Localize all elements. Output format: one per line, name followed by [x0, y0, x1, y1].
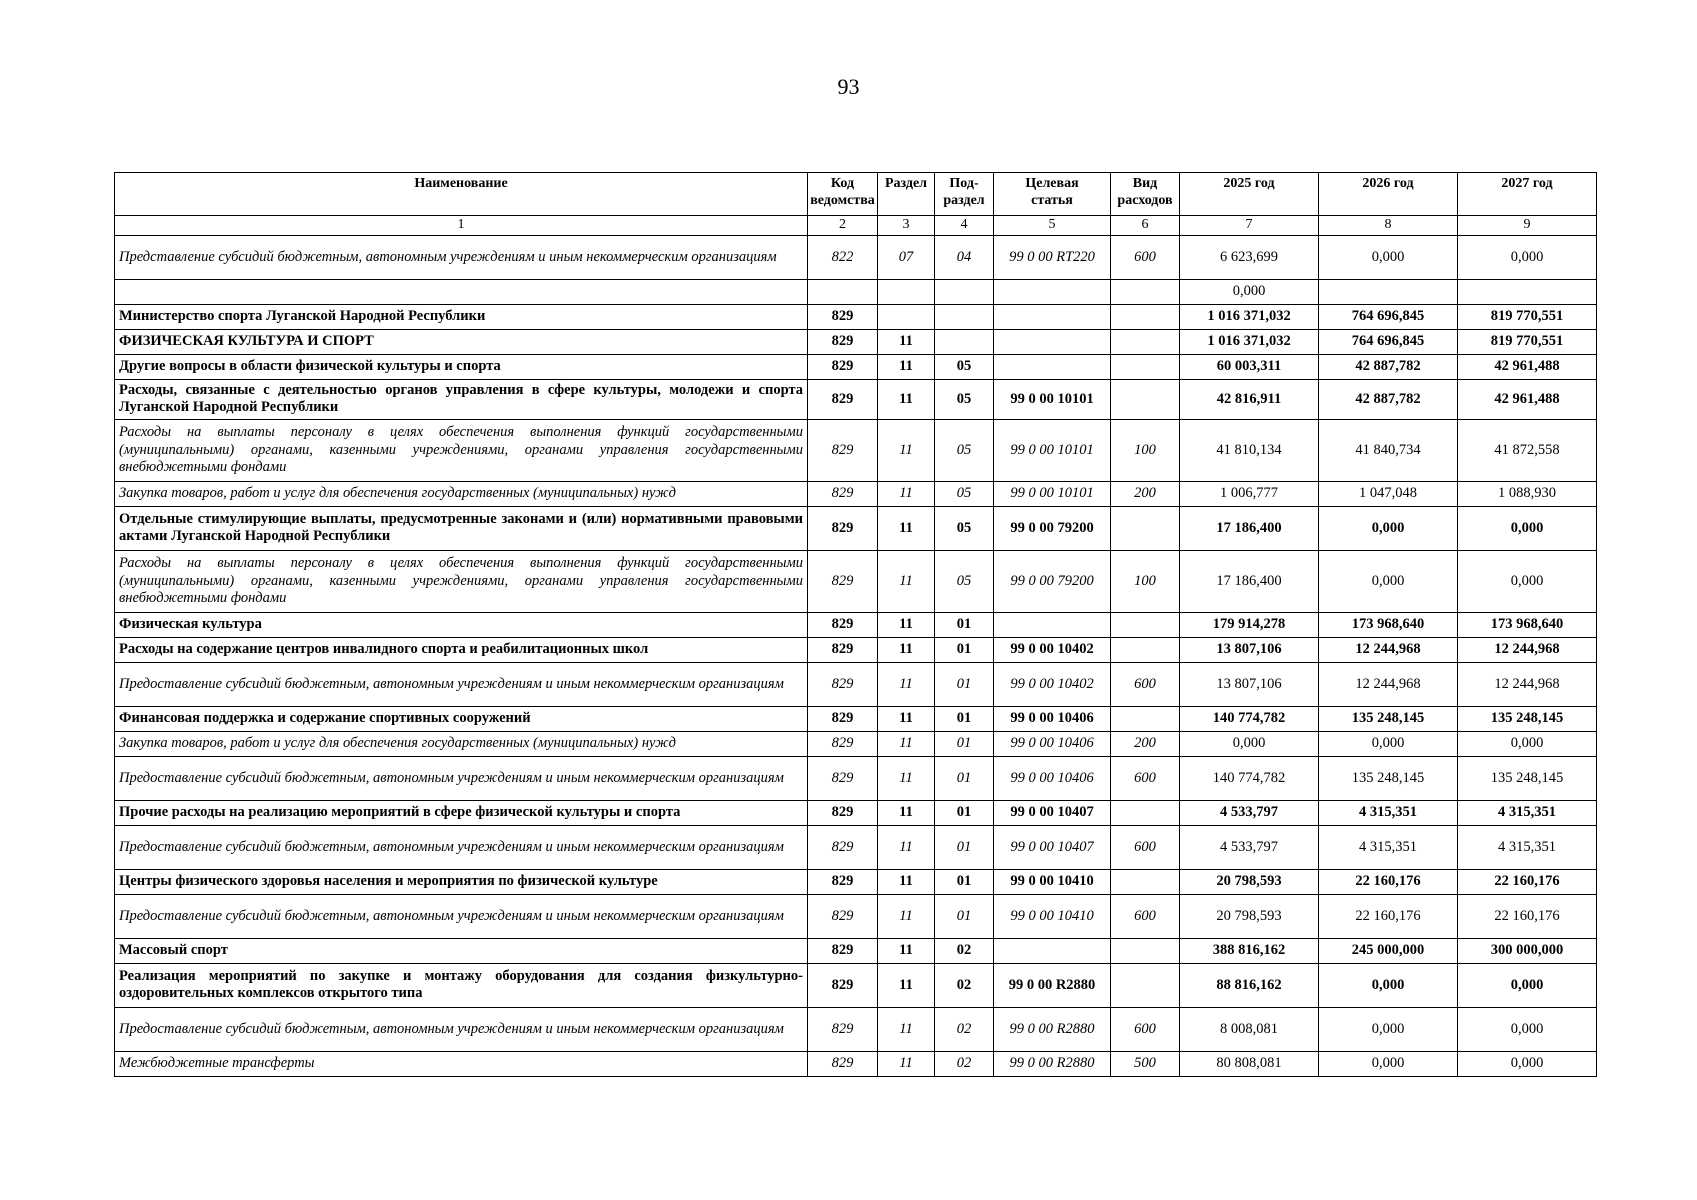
amount-2025: 17 186,400 — [1180, 506, 1319, 550]
row-name: ФИЗИЧЕСКАЯ КУЛЬТУРА И СПОРТ — [115, 329, 808, 354]
amount-2027: 819 770,551 — [1458, 304, 1597, 329]
target-article: 99 0 00 R2880 — [994, 963, 1111, 1007]
section-code: 11 — [878, 481, 935, 506]
amount-2025: 13 807,106 — [1180, 637, 1319, 662]
amount-2026: 0,000 — [1319, 506, 1458, 550]
row-name: Предоставление субсидий бюджетным, автономным учреждениям и иным некоммерческим организациям — [115, 662, 808, 706]
row-name: Массовый спорт — [115, 938, 808, 963]
section-code: 07 — [878, 235, 935, 279]
row-name: Отдельные стимулирующие выплаты, предусмотренные законами и (или) нормативными правовыми актами Луганской Народной Республики — [115, 506, 808, 550]
amount-2027: 4 315,351 — [1458, 800, 1597, 825]
subsection-code: 02 — [935, 963, 994, 1007]
table-row — [115, 419, 1597, 481]
amount-2026: 135 248,145 — [1319, 756, 1458, 800]
table-row — [115, 825, 1597, 869]
section-code: 11 — [878, 419, 935, 481]
amount-2027: 819 770,551 — [1458, 329, 1597, 354]
row-name: Расходы на содержание центров инвалидного спорта и реабилитационных школ — [115, 637, 808, 662]
amount-2026: 4 315,351 — [1319, 800, 1458, 825]
ministry-code: 829 — [808, 662, 878, 706]
expense-type: 600 — [1111, 756, 1180, 800]
section-code: 11 — [878, 706, 935, 731]
row-name: Министерство спорта Луганской Народной Республики — [115, 304, 808, 329]
amount-2025: 88 816,162 — [1180, 963, 1319, 1007]
table-row — [115, 637, 1597, 662]
amount-2026: 42 887,782 — [1319, 379, 1458, 419]
subsection-code: 01 — [935, 731, 994, 756]
table-row — [115, 304, 1597, 329]
amount-2026: 4 315,351 — [1319, 825, 1458, 869]
row-name: Расходы на выплаты персоналу в целях обеспечения выполнения функций государственными (муниципальными) органами, казенными учреждениями, органами управления государственными внебюджетными фондами — [115, 550, 808, 612]
target-article — [994, 329, 1111, 354]
subsection-code — [935, 279, 994, 304]
amount-2027: 0,000 — [1458, 963, 1597, 1007]
ministry-code: 829 — [808, 869, 878, 894]
expense-type — [1111, 938, 1180, 963]
target-article: 99 0 00 10101 — [994, 419, 1111, 481]
row-name: Физическая культура — [115, 612, 808, 637]
expense-type: 600 — [1111, 1007, 1180, 1051]
expense-type — [1111, 869, 1180, 894]
section-code: 11 — [878, 894, 935, 938]
amount-2026: 0,000 — [1319, 1051, 1458, 1076]
table-row — [115, 1051, 1597, 1076]
ministry-code — [808, 279, 878, 304]
table-row — [115, 662, 1597, 706]
row-name: Предоставление субсидий бюджетным, автономным учреждениям и иным некоммерческим организациям — [115, 894, 808, 938]
ministry-code: 829 — [808, 800, 878, 825]
section-code: 11 — [878, 379, 935, 419]
amount-2025: 60 003,311 — [1180, 354, 1319, 379]
target-article: 99 0 00 RT220 — [994, 235, 1111, 279]
expense-type: 100 — [1111, 550, 1180, 612]
amount-2027: 0,000 — [1458, 506, 1597, 550]
amount-2025: 13 807,106 — [1180, 662, 1319, 706]
target-article: 99 0 00 R2880 — [994, 1051, 1111, 1076]
subsection-code: 01 — [935, 800, 994, 825]
amount-2027: 1 088,930 — [1458, 481, 1597, 506]
amount-2025: 6 623,699 — [1180, 235, 1319, 279]
amount-2027: 135 248,145 — [1458, 706, 1597, 731]
expense-type: 100 — [1111, 419, 1180, 481]
row-name: Прочие расходы на реализацию мероприятий в сфере физической культуры и спорта — [115, 800, 808, 825]
expense-type: 600 — [1111, 662, 1180, 706]
target-article: 99 0 00 10402 — [994, 637, 1111, 662]
amount-2026: 0,000 — [1319, 550, 1458, 612]
ministry-code: 829 — [808, 894, 878, 938]
expense-type: 200 — [1111, 481, 1180, 506]
amount-2027: 12 244,968 — [1458, 637, 1597, 662]
amount-2025: 4 533,797 — [1180, 825, 1319, 869]
section-code — [878, 304, 935, 329]
section-code: 11 — [878, 506, 935, 550]
ministry-code: 829 — [808, 304, 878, 329]
amount-2025: 388 816,162 — [1180, 938, 1319, 963]
amount-2027: 22 160,176 — [1458, 894, 1597, 938]
ministry-code: 829 — [808, 756, 878, 800]
amount-2025: 41 810,134 — [1180, 419, 1319, 481]
row-name — [115, 279, 808, 304]
target-article: 99 0 00 10407 — [994, 800, 1111, 825]
header-target-article: Целевая статья — [994, 173, 1111, 216]
header-ministry-code: Код ведомства — [808, 173, 878, 216]
subsection-code: 01 — [935, 662, 994, 706]
ministry-code: 829 — [808, 1007, 878, 1051]
amount-2027: 0,000 — [1458, 235, 1597, 279]
ministry-code: 829 — [808, 354, 878, 379]
expense-type — [1111, 637, 1180, 662]
expense-type — [1111, 379, 1180, 419]
table-row — [115, 506, 1597, 550]
subsection-code: 01 — [935, 869, 994, 894]
expense-type — [1111, 612, 1180, 637]
column-number: 1 — [115, 216, 808, 236]
subsection-code — [935, 329, 994, 354]
amount-2026: 22 160,176 — [1319, 894, 1458, 938]
amount-2027: 173 968,640 — [1458, 612, 1597, 637]
target-article: 99 0 00 10406 — [994, 731, 1111, 756]
header-subsection: Под- раздел — [935, 173, 994, 216]
amount-2027: 0,000 — [1458, 550, 1597, 612]
subsection-code: 05 — [935, 506, 994, 550]
table-row — [115, 1007, 1597, 1051]
target-article — [994, 279, 1111, 304]
section-code: 11 — [878, 756, 935, 800]
section-code: 11 — [878, 1007, 935, 1051]
column-number: 9 — [1458, 216, 1597, 236]
section-code: 11 — [878, 825, 935, 869]
subsection-code: 02 — [935, 1051, 994, 1076]
amount-2026: 12 244,968 — [1319, 662, 1458, 706]
column-number-row — [115, 216, 1597, 236]
amount-2027: 0,000 — [1458, 1051, 1597, 1076]
ministry-code: 829 — [808, 825, 878, 869]
subsection-code: 05 — [935, 354, 994, 379]
amount-2026: 0,000 — [1319, 963, 1458, 1007]
amount-2025: 140 774,782 — [1180, 706, 1319, 731]
amount-2025: 80 808,081 — [1180, 1051, 1319, 1076]
amount-2026: 1 047,048 — [1319, 481, 1458, 506]
amount-2025: 0,000 — [1180, 279, 1319, 304]
amount-2025: 0,000 — [1180, 731, 1319, 756]
row-name: Расходы на выплаты персоналу в целях обеспечения выполнения функций государственными (муниципальными) органами, казенными учреждениями, органами управления государственными внебюджетными фондами — [115, 419, 808, 481]
section-code: 11 — [878, 612, 935, 637]
subsection-code: 02 — [935, 938, 994, 963]
ministry-code: 829 — [808, 963, 878, 1007]
subsection-code: 01 — [935, 756, 994, 800]
header-name: Наименование — [115, 173, 808, 216]
expense-type — [1111, 304, 1180, 329]
target-article: 99 0 00 79200 — [994, 506, 1111, 550]
subsection-code: 05 — [935, 379, 994, 419]
amount-2027: 22 160,176 — [1458, 869, 1597, 894]
ministry-code: 829 — [808, 550, 878, 612]
amount-2027: 0,000 — [1458, 1007, 1597, 1051]
table-row — [115, 800, 1597, 825]
section-code: 11 — [878, 1051, 935, 1076]
table-row — [115, 550, 1597, 612]
table-row — [115, 706, 1597, 731]
budget-table — [114, 172, 1597, 1077]
row-name: Другие вопросы в области физической культуры и спорта — [115, 354, 808, 379]
subsection-code: 05 — [935, 550, 994, 612]
section-code: 11 — [878, 329, 935, 354]
amount-2025: 179 914,278 — [1180, 612, 1319, 637]
amount-2026: 0,000 — [1319, 1007, 1458, 1051]
target-article: 99 0 00 10101 — [994, 379, 1111, 419]
table-row — [115, 235, 1597, 279]
amount-2026: 135 248,145 — [1319, 706, 1458, 731]
subsection-code: 01 — [935, 637, 994, 662]
row-name: Представление субсидий бюджетным, автономным учреждениям и иным некоммерческим организациям — [115, 235, 808, 279]
ministry-code: 829 — [808, 1051, 878, 1076]
subsection-code: 01 — [935, 706, 994, 731]
ministry-code: 829 — [808, 481, 878, 506]
ministry-code: 829 — [808, 637, 878, 662]
target-article: 99 0 00 10406 — [994, 756, 1111, 800]
row-name: Закупка товаров, работ и услуг для обеспечения государственных (муниципальных) нужд — [115, 481, 808, 506]
table-row — [115, 354, 1597, 379]
section-code: 11 — [878, 800, 935, 825]
table-row — [115, 279, 1597, 304]
row-name: Закупка товаров, работ и услуг для обеспечения государственных (муниципальных) нужд — [115, 731, 808, 756]
section-code: 11 — [878, 938, 935, 963]
subsection-code: 01 — [935, 894, 994, 938]
ministry-code: 829 — [808, 938, 878, 963]
section-code: 11 — [878, 731, 935, 756]
ministry-code: 822 — [808, 235, 878, 279]
amount-2025: 8 008,081 — [1180, 1007, 1319, 1051]
expense-type: 500 — [1111, 1051, 1180, 1076]
target-article: 99 0 00 10406 — [994, 706, 1111, 731]
section-code: 11 — [878, 869, 935, 894]
expense-type — [1111, 963, 1180, 1007]
page-number: 93 — [837, 74, 860, 99]
expense-type — [1111, 800, 1180, 825]
header-year-2026: 2026 год — [1319, 173, 1458, 216]
row-name: Центры физического здоровья населения и мероприятия по физической культуре — [115, 869, 808, 894]
table-row — [115, 963, 1597, 1007]
row-name: Расходы, связанные с деятельностью органов управления в сфере культуры, молодежи и спорта Луганской Народной Республики — [115, 379, 808, 419]
amount-2026: 173 968,640 — [1319, 612, 1458, 637]
amount-2025: 1 016 371,032 — [1180, 304, 1319, 329]
amount-2027: 0,000 — [1458, 731, 1597, 756]
amount-2025: 20 798,593 — [1180, 894, 1319, 938]
target-article: 99 0 00 10410 — [994, 894, 1111, 938]
expense-type: 600 — [1111, 825, 1180, 869]
subsection-code: 05 — [935, 419, 994, 481]
target-article — [994, 354, 1111, 379]
amount-2026: 764 696,845 — [1319, 304, 1458, 329]
ministry-code: 829 — [808, 329, 878, 354]
target-article: 99 0 00 10410 — [994, 869, 1111, 894]
subsection-code: 05 — [935, 481, 994, 506]
header-expense-type: Вид расходов — [1111, 173, 1180, 216]
ministry-code: 829 — [808, 379, 878, 419]
subsection-code: 01 — [935, 825, 994, 869]
row-name: Межбюджетные трансферты — [115, 1051, 808, 1076]
amount-2026: 22 160,176 — [1319, 869, 1458, 894]
ministry-code: 829 — [808, 506, 878, 550]
amount-2026: 245 000,000 — [1319, 938, 1458, 963]
expense-type: 600 — [1111, 894, 1180, 938]
expense-type: 200 — [1111, 731, 1180, 756]
column-number: 8 — [1319, 216, 1458, 236]
table-body — [115, 235, 1597, 1076]
row-name: Реализация мероприятий по закупке и монтажу оборудования для создания физкультурно-оздоровительных комплексов открытого типа — [115, 963, 808, 1007]
table-row — [115, 756, 1597, 800]
amount-2027: 41 872,558 — [1458, 419, 1597, 481]
row-name: Финансовая поддержка и содержание спортивных сооружений — [115, 706, 808, 731]
row-name: Предоставление субсидий бюджетным, автономным учреждениям и иным некоммерческим организациям — [115, 1007, 808, 1051]
column-number: 5 — [994, 216, 1111, 236]
expense-type — [1111, 279, 1180, 304]
amount-2026: 42 887,782 — [1319, 354, 1458, 379]
table-row — [115, 869, 1597, 894]
section-code — [878, 279, 935, 304]
amount-2026: 12 244,968 — [1319, 637, 1458, 662]
amount-2027: 42 961,488 — [1458, 354, 1597, 379]
amount-2025: 17 186,400 — [1180, 550, 1319, 612]
amount-2027: 12 244,968 — [1458, 662, 1597, 706]
column-number: 6 — [1111, 216, 1180, 236]
amount-2026: 764 696,845 — [1319, 329, 1458, 354]
target-article — [994, 938, 1111, 963]
expense-type — [1111, 506, 1180, 550]
subsection-code: 02 — [935, 1007, 994, 1051]
header-section: Раздел — [878, 173, 935, 216]
amount-2026: 0,000 — [1319, 731, 1458, 756]
amount-2025: 140 774,782 — [1180, 756, 1319, 800]
amount-2025: 4 533,797 — [1180, 800, 1319, 825]
amount-2026: 0,000 — [1319, 235, 1458, 279]
row-name: Предоставление субсидий бюджетным, автономным учреждениям и иным некоммерческим организациям — [115, 756, 808, 800]
table-row — [115, 731, 1597, 756]
subsection-code — [935, 304, 994, 329]
subsection-code: 04 — [935, 235, 994, 279]
expense-type — [1111, 329, 1180, 354]
table-row — [115, 894, 1597, 938]
header-year-2027: 2027 год — [1458, 173, 1597, 216]
ministry-code: 829 — [808, 612, 878, 637]
column-number: 2 — [808, 216, 878, 236]
ministry-code: 829 — [808, 706, 878, 731]
amount-2025: 20 798,593 — [1180, 869, 1319, 894]
section-code: 11 — [878, 354, 935, 379]
target-article: 99 0 00 79200 — [994, 550, 1111, 612]
amount-2027: 135 248,145 — [1458, 756, 1597, 800]
expense-type — [1111, 706, 1180, 731]
expense-type — [1111, 354, 1180, 379]
table-row — [115, 379, 1597, 419]
table-row — [115, 329, 1597, 354]
amount-2027 — [1458, 279, 1597, 304]
column-number: 4 — [935, 216, 994, 236]
column-number: 7 — [1180, 216, 1319, 236]
amount-2025: 42 816,911 — [1180, 379, 1319, 419]
table-row — [115, 612, 1597, 637]
amount-2027: 4 315,351 — [1458, 825, 1597, 869]
target-article: 99 0 00 10101 — [994, 481, 1111, 506]
section-code: 11 — [878, 637, 935, 662]
column-number: 3 — [878, 216, 935, 236]
expense-type: 600 — [1111, 235, 1180, 279]
amount-2027: 42 961,488 — [1458, 379, 1597, 419]
amount-2026 — [1319, 279, 1458, 304]
target-article: 99 0 00 10407 — [994, 825, 1111, 869]
amount-2026: 41 840,734 — [1319, 419, 1458, 481]
ministry-code: 829 — [808, 419, 878, 481]
target-article: 99 0 00 R2880 — [994, 1007, 1111, 1051]
table-row — [115, 938, 1597, 963]
amount-2025: 1 006,777 — [1180, 481, 1319, 506]
subsection-code: 01 — [935, 612, 994, 637]
row-name: Предоставление субсидий бюджетным, автономным учреждениям и иным некоммерческим организациям — [115, 825, 808, 869]
section-code: 11 — [878, 963, 935, 1007]
target-article — [994, 304, 1111, 329]
header-year-2025: 2025 год — [1180, 173, 1319, 216]
table-header — [115, 173, 1597, 236]
amount-2027: 300 000,000 — [1458, 938, 1597, 963]
section-code: 11 — [878, 662, 935, 706]
table-row — [115, 481, 1597, 506]
section-code: 11 — [878, 550, 935, 612]
amount-2025: 1 016 371,032 — [1180, 329, 1319, 354]
target-article — [994, 612, 1111, 637]
ministry-code: 829 — [808, 731, 878, 756]
target-article: 99 0 00 10402 — [994, 662, 1111, 706]
